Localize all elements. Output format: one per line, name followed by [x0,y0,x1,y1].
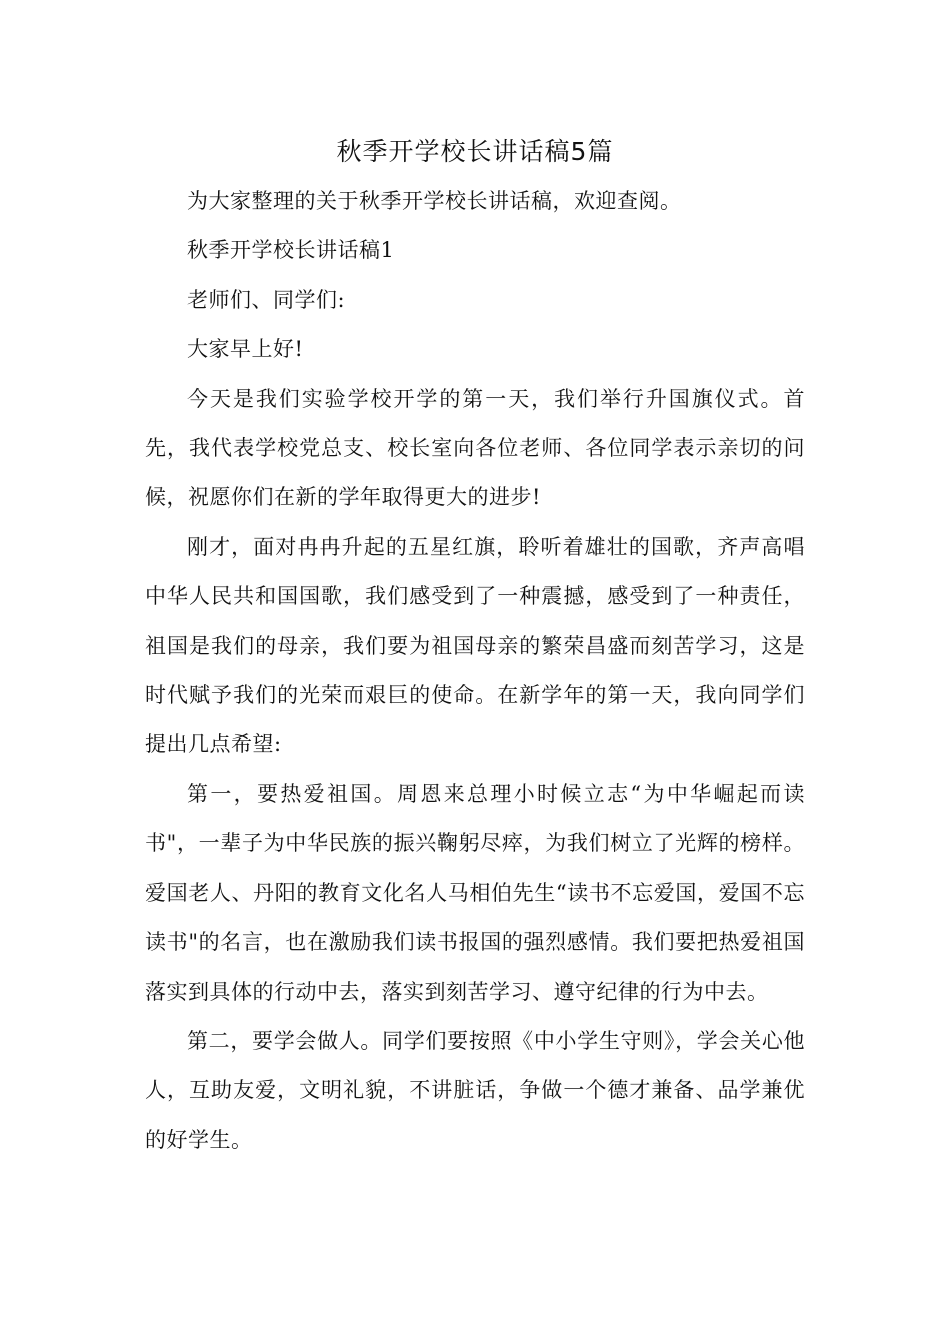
body-paragraph: 第一，要热爱祖国。周恩来总理小时候立志“为中华崛起而读书"，一辈子为中华民族的振兴鞠躬尽瘁，为我们树立了光辉的榜样。爱国老人、丹阳的教育文化名人马相伯先生“读书不忘爱国，爱国不忘读书"的名言，也在激励我们读书报国的强烈感情。我们要把热爱祖国落实到具体的行动中去，落实到刻苦学习、遵守纪律的行为中去。 [145,781,805,1004]
body-paragraph: 刚才，面对冉冉升起的五星红旗，聆听着雄壮的国歌，齐声高唱中华人民共和国国歌，我们感受到了一种震撼，感受到了一种责任，祖国是我们的母亲，我们要为祖国母亲的繁荣昌盛而刻苦学习，这是时代赋予我们的光荣而艰巨的使命。在新学年的第一天，我向同学们提出几点希望: [145,534,805,757]
document-title: 秋季开学校长讲话稿5篇 [336,137,614,166]
body-paragraph: 第二，要学会做人。同学们要按照《中小学生守则》，学会关心他人，互助友爱，文明礼貌，不讲脏话，争做一个德才兼备、品学兼优的好学生。 [145,1028,805,1152]
document-body [145,177,805,1165]
salutation: 老师们、同学们: [187,287,346,312]
body-paragraph: 今天是我们实验学校开学的第一天，我们举行升国旗仪式。首先，我代表学校党总支、校长室向各位老师、各位同学表示亲切的问候，祝愿你们在新的学年取得更大的进步! [145,386,805,510]
intro-paragraph: 为大家整理的关于秋季开学校长讲话稿，欢迎查阅。 [187,189,682,213]
section-heading: 秋季开学校长讲话稿1 [187,238,395,263]
greeting: 大家早上好! [187,337,304,362]
